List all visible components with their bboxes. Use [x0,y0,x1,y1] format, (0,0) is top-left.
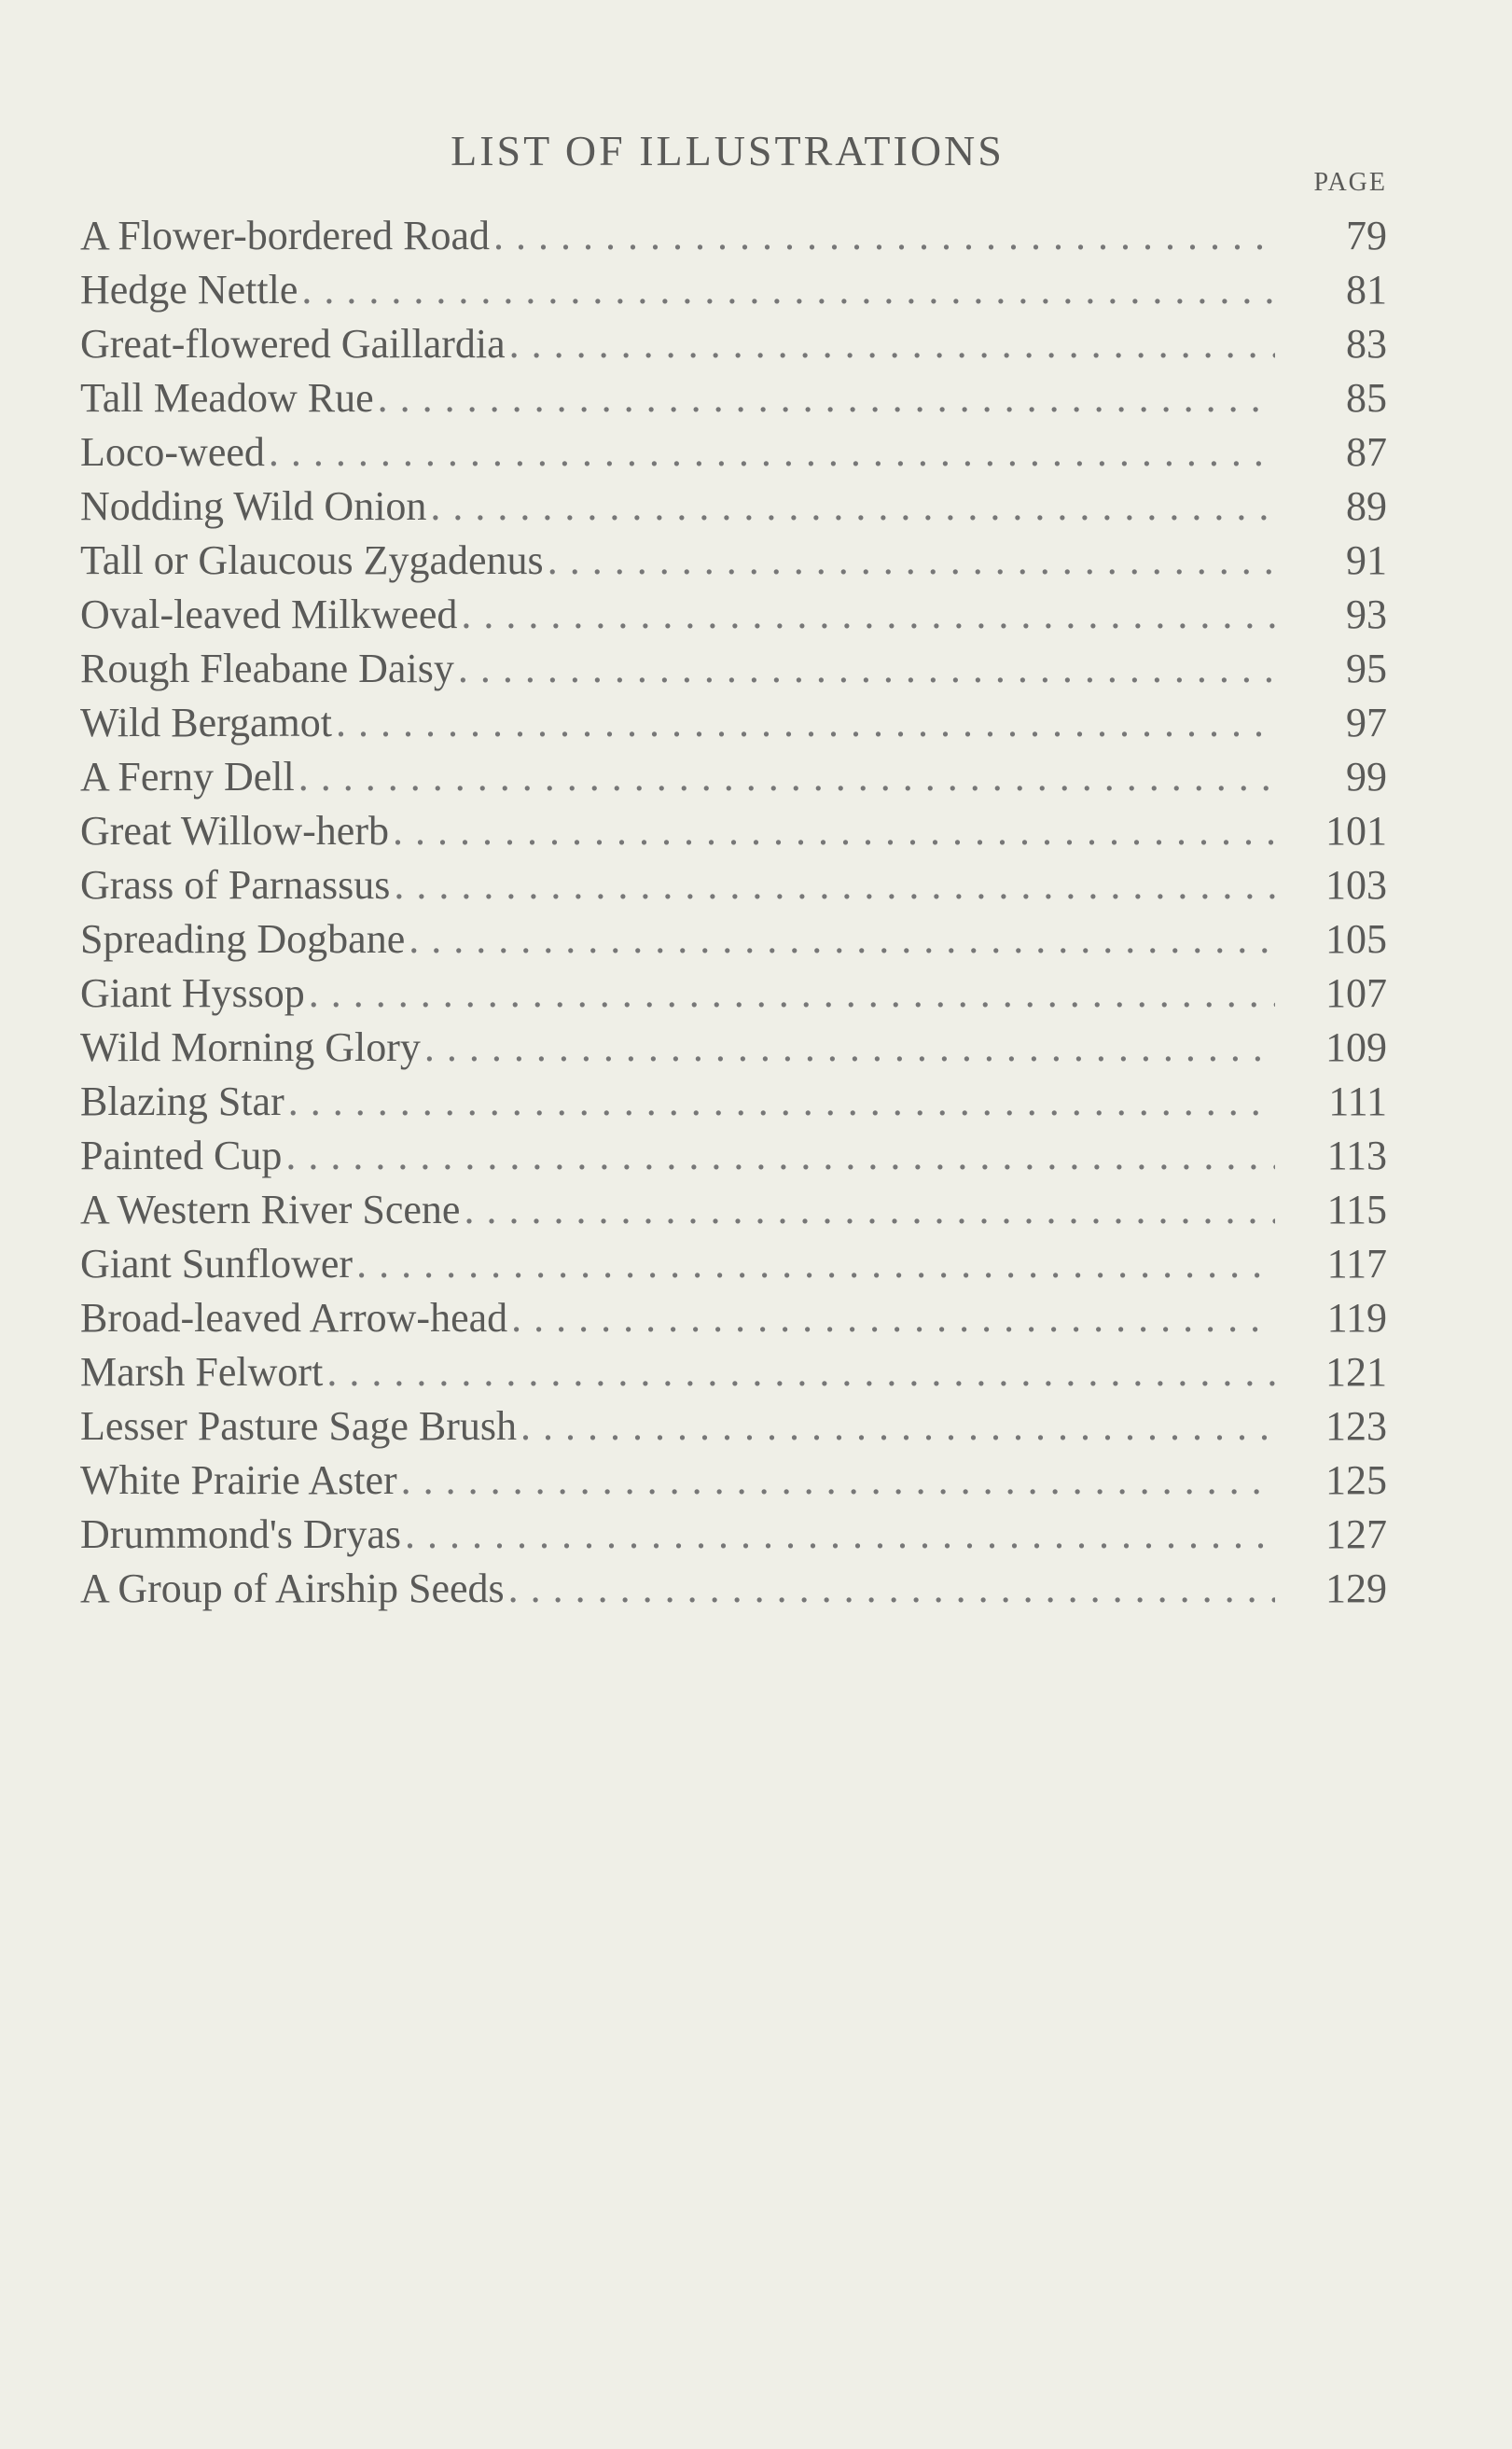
illustration-title: Giant Hyssop [80,970,305,1016]
list-item [80,1345,1387,1399]
leader-dots [298,750,1275,804]
illustration-title: Great-flowered Gaillardia [80,321,506,367]
list-item [80,1562,1387,1616]
page-number: 119 [1326,1295,1387,1341]
page-number: 129 [1325,1565,1387,1611]
illustration-title: Loco-weed [80,429,265,475]
list-item [80,1237,1387,1291]
illustration-title: Rough Fleabane Daisy [80,646,454,691]
leader-dots [548,534,1275,588]
page-number: 113 [1326,1133,1387,1178]
page-number: 99 [1346,754,1387,800]
list-item [80,1075,1387,1129]
list-item [80,1399,1387,1454]
illustration-title: Hedge Nettle [80,267,298,313]
list-item [80,263,1387,317]
leader-dots [401,1454,1275,1508]
list-item [80,1291,1387,1345]
leader-dots [409,912,1275,967]
page-number: 79 [1346,213,1387,258]
list-item [80,967,1387,1021]
leader-dots [285,1129,1275,1183]
page-number: 83 [1346,321,1387,367]
leader-dots [405,1508,1275,1562]
illustrations-list [80,209,1387,1616]
illustration-title: Painted Cup [80,1133,283,1178]
illustration-title: Great Willow-herb [80,808,389,854]
leader-dots [458,642,1275,696]
illustration-title: White Prairie Aster [80,1457,397,1503]
page-number: 107 [1325,970,1387,1016]
leader-dots [336,696,1275,750]
list-item [80,371,1387,425]
page-number: 127 [1325,1511,1387,1557]
leader-dots [511,1291,1275,1345]
page-number: 97 [1346,700,1387,745]
illustration-title: Blazing Star [80,1078,284,1124]
leader-dots [430,480,1275,534]
page-number: 123 [1325,1403,1387,1449]
illustration-title: Wild Morning Glory [80,1024,421,1070]
page-number: 121 [1325,1349,1387,1395]
leader-dots [509,317,1275,371]
page-number: 115 [1326,1187,1387,1232]
leader-dots [424,1021,1275,1075]
leader-dots [464,1183,1275,1237]
illustration-title: A Group of Airship Seeds [80,1565,505,1611]
leader-dots [493,209,1275,263]
list-item [80,425,1387,480]
illustration-title: A Western River Scene [80,1187,461,1232]
illustration-title: Broad-leaved Arrow-head [80,1295,508,1341]
illustration-title: Lesser Pasture Sage Brush [80,1403,518,1449]
leader-dots [394,858,1275,912]
page-number: 111 [1328,1078,1387,1124]
illustration-title: Oval-leaved Milkweed [80,591,458,637]
leader-dots [508,1562,1275,1616]
list-item [80,1129,1387,1183]
list-item [80,209,1387,263]
leader-dots [288,1075,1275,1129]
list-item [80,696,1387,750]
page-number: 105 [1325,916,1387,962]
list-item [80,1508,1387,1562]
illustration-title: Tall Meadow Rue [80,375,374,421]
page-number: 103 [1325,862,1387,908]
illustration-title: Drummond's Dryas [80,1511,402,1557]
page-number: 95 [1346,646,1387,691]
leader-dots [520,1399,1275,1454]
list-item [80,317,1387,371]
illustration-title: Giant Sunflower [80,1241,354,1287]
list-item [80,480,1387,534]
illustration-title: A Flower-bordered Road [80,213,491,258]
illustration-title: Marsh Felwort [80,1349,324,1395]
illustration-title: Wild Bergamot [80,700,332,745]
list-item [80,804,1387,858]
leader-dots [393,804,1275,858]
page-number: 125 [1325,1457,1387,1503]
illustration-title: Tall or Glaucous Zygadenus [80,537,544,583]
list-item [80,1183,1387,1237]
page-number: 91 [1346,537,1387,583]
page-number: 109 [1325,1024,1387,1070]
page-number: 101 [1325,808,1387,854]
illustration-title: Nodding Wild Onion [80,483,427,529]
leader-dots [356,1237,1275,1291]
page-title: LIST OF ILLUSTRATIONS [451,126,1005,174]
illustration-title: A Ferny Dell [80,754,295,800]
illustration-title: Spreading Dogbane [80,916,406,962]
page-number: 81 [1346,267,1387,313]
page-number: 117 [1326,1241,1387,1287]
page-number: 93 [1346,591,1387,637]
list-item [80,642,1387,696]
illustration-title: Grass of Parnassus [80,862,391,908]
list-item [80,858,1387,912]
page-column-header: PAGE [1313,168,1387,197]
list-item [80,1021,1387,1075]
leader-dots [326,1345,1275,1399]
list-item [80,588,1387,642]
leader-dots [269,425,1275,480]
page-number: 87 [1346,429,1387,475]
leader-dots [378,371,1275,425]
list-item [80,1454,1387,1508]
leader-dots [461,588,1275,642]
leader-dots [301,263,1275,317]
list-item [80,912,1387,967]
leader-dots [309,967,1275,1021]
list-item [80,534,1387,588]
page-number: 85 [1346,375,1387,421]
list-item [80,750,1387,804]
page-number: 89 [1346,483,1387,529]
